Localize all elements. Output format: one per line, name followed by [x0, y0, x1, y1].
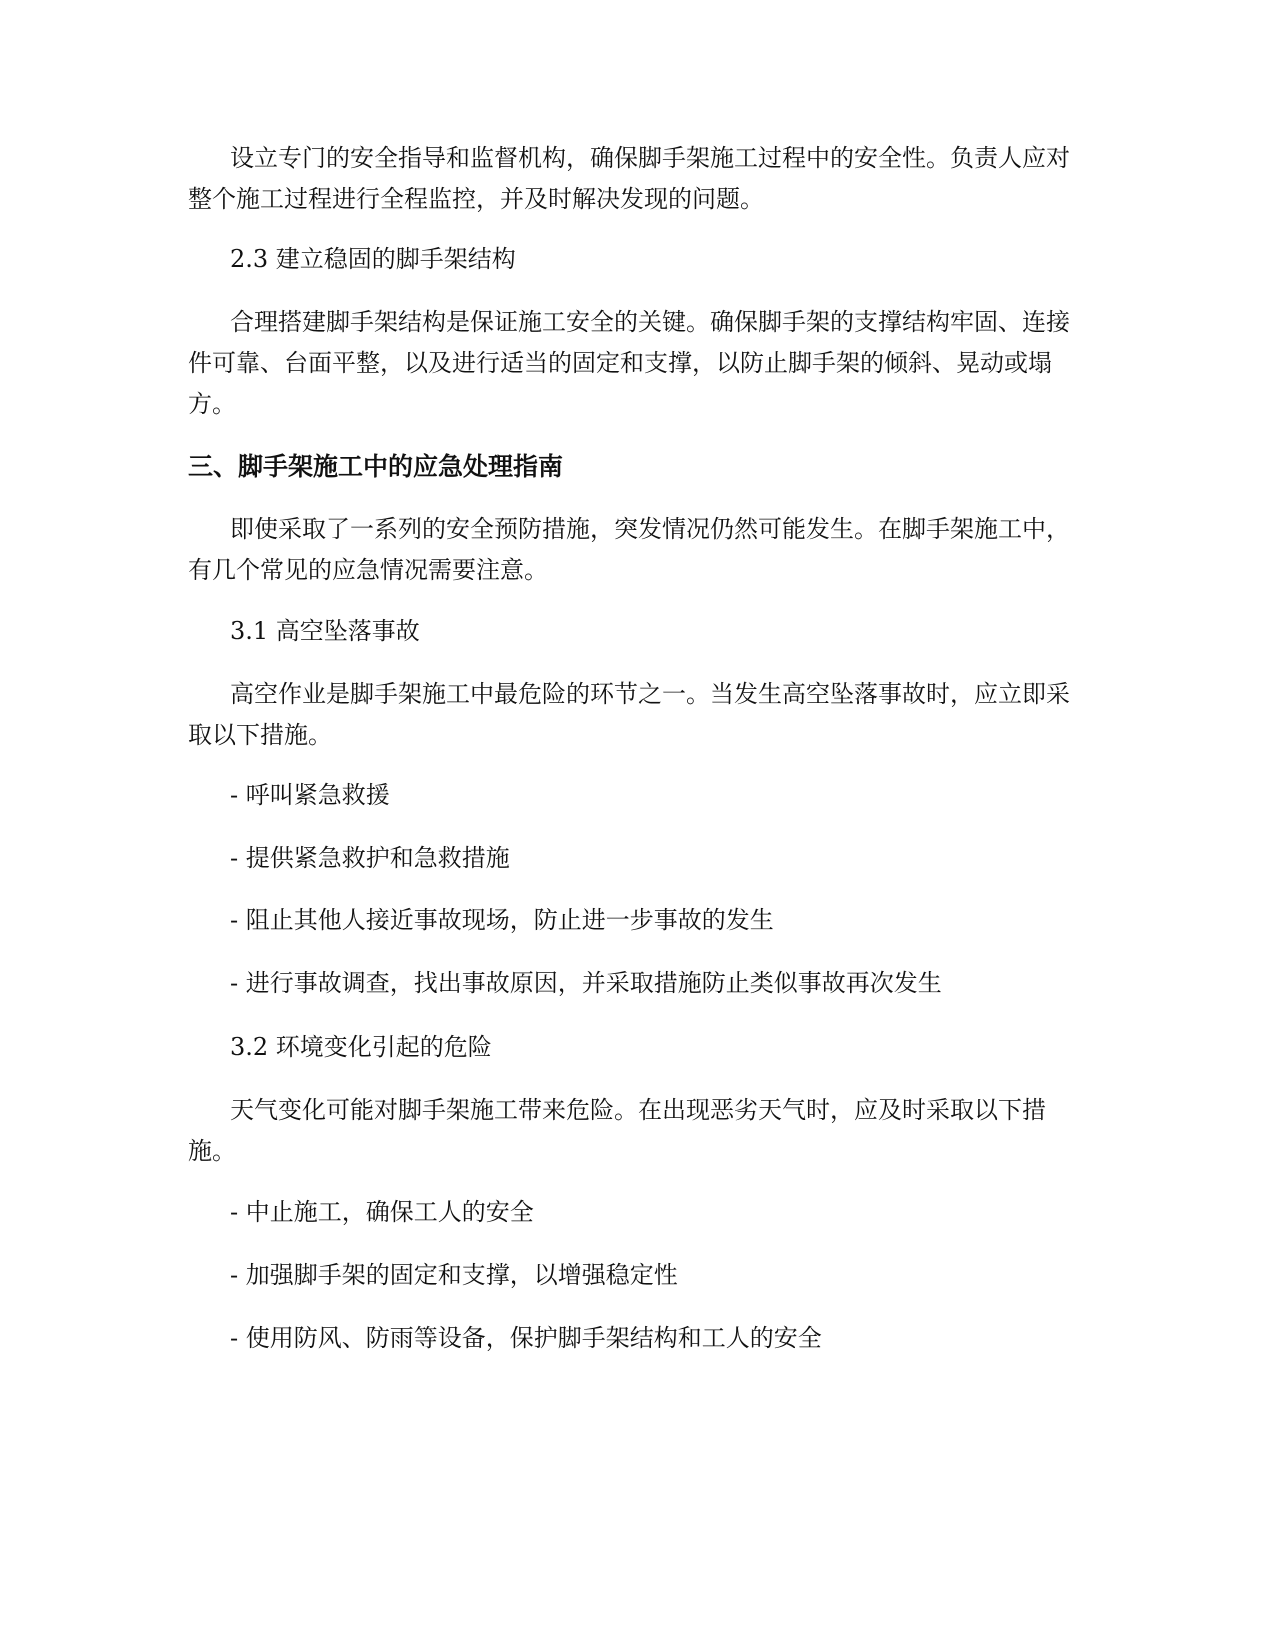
list-item: - 使用防风、防雨等设备，保护脚手架结构和工人的安全 [230, 1324, 822, 1352]
paragraph-fall: 高空作业是脚手架施工中最危险的环节之一。当发生高空坠落事故时，应立即采取以下措施。 [188, 680, 1070, 749]
list-item: - 阻止其他人接近事故现场，防止进一步事故的发生 [230, 906, 774, 934]
subheading-2-3: 2.3 建立稳固的脚手架结构 [230, 245, 516, 273]
list-item: - 进行事故调查，找出事故原因，并采取措施防止类似事故再次发生 [230, 969, 942, 997]
subheading-3-2: 3.2 环境变化引起的危险 [230, 1033, 492, 1061]
paragraph-structure: 合理搭建脚手架结构是保证施工安全的关键。确保脚手架的支撑结构牢固、连接件可靠、台面平整，以及进行适当的固定和支撑，以防止脚手架的倾斜、晃动或塌方。 [188, 308, 1070, 418]
list-item: - 呼叫紧急救援 [230, 781, 390, 809]
paragraph-supervision: 设立专门的安全指导和监督机构，确保脚手架施工过程中的安全性。负责人应对整个施工过程进行全程监控，并及时解决发现的问题。 [188, 144, 1070, 213]
paragraph-weather: 天气变化可能对脚手架施工带来危险。在出现恶劣天气时，应及时采取以下措施。 [188, 1096, 1046, 1165]
list-item: - 提供紧急救护和急救措施 [230, 844, 510, 872]
list-item: - 加强脚手架的固定和支撑，以增强稳定性 [230, 1261, 678, 1289]
subheading-3-1: 3.1 高空坠落事故 [230, 617, 420, 645]
section-3-heading: 三、脚手架施工中的应急处理指南 [188, 452, 564, 481]
paragraph-emergency-intro: 即使采取了一系列的安全预防措施，突发情况仍然可能发生。在脚手架施工中，有几个常见的应急情况需要注意。 [188, 515, 1070, 584]
list-item: - 中止施工，确保工人的安全 [230, 1198, 534, 1226]
